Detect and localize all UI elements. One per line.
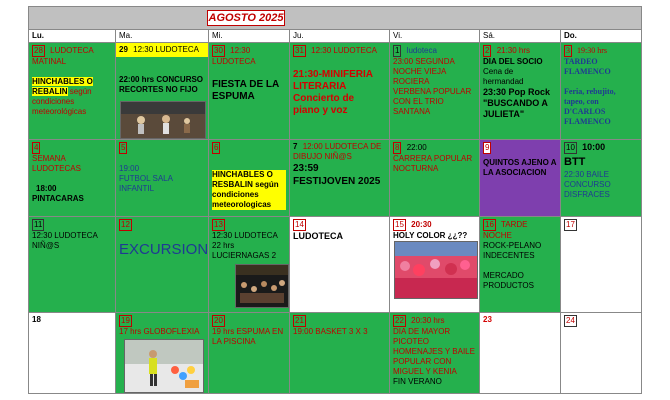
event-text: 12:00 LUDOTECA DE (302, 142, 382, 151)
event-text: DIA DEL SOCIO (483, 57, 543, 66)
event-text: HINCHABLES O (212, 170, 273, 179)
event-text: LUDOTECA (50, 46, 94, 55)
event-text: FLAMENCO (564, 67, 611, 76)
event-text: INFANTIL (119, 184, 155, 193)
day-cell-22[interactable] (389, 312, 479, 393)
event-text: VERBENA POPULAR (393, 87, 472, 96)
event-text: "BUSCANDO A (483, 98, 548, 108)
event-text: ROCK-PELANO (483, 241, 542, 250)
day-number: 2 (485, 46, 490, 55)
event-text: condiciones (32, 97, 75, 106)
day-cell-19[interactable] (115, 312, 208, 393)
day-cell-6[interactable] (208, 139, 289, 216)
event-text: 12:30 LUDOTECA (311, 46, 377, 55)
event-text: MERCADO (483, 271, 524, 280)
day-cell-12[interactable] (115, 216, 208, 312)
day-number: 30 (214, 46, 223, 55)
event-text: NIÑ@S (32, 241, 60, 250)
concurso-photo (120, 101, 206, 139)
event-text: LUDOTECA (293, 231, 343, 241)
event-text: FIESTA DE LA (212, 79, 280, 90)
day-number: 9 (485, 143, 490, 152)
event-text: ludoteca (406, 46, 437, 55)
day-cell-16[interactable] (479, 216, 560, 312)
event-text: DIA DE MAYOR (393, 327, 451, 336)
day-number: 29 (119, 45, 128, 54)
event-text: BTT (564, 156, 586, 168)
luciernagas-photo (235, 264, 289, 308)
day-number: 28 (34, 46, 43, 55)
event-text: NOCTURNA (393, 164, 439, 173)
day-number: 5 (121, 143, 126, 152)
day-cell-30[interactable] (208, 42, 289, 139)
day-number: 1 (395, 46, 400, 55)
day-cell-20[interactable] (208, 312, 289, 393)
event-text: FESTIJOVEN 2025 (293, 176, 381, 187)
event-text: REBALIN (32, 87, 68, 96)
event-text: hermandad (483, 77, 524, 86)
event-text: 18:00 (36, 184, 57, 193)
event-text: MIGUEL Y KENIA (393, 367, 457, 376)
day-number: 3 (566, 46, 570, 55)
header-thursday: Ju. (289, 30, 389, 42)
header-friday: Vi. (389, 30, 479, 42)
day-number: 13 (214, 220, 223, 229)
day-cell-4[interactable] (29, 139, 115, 216)
event-text: TARDE NOCHE (483, 220, 528, 240)
event-text: FIN VERANO (393, 377, 442, 386)
day-cell-10[interactable] (560, 139, 641, 216)
day-number: 16 (485, 220, 494, 229)
header-sunday: Do. (560, 30, 641, 42)
event-text: PINTACARAS (32, 194, 84, 203)
event-text: TARDEO (564, 57, 598, 66)
event-text: SANTANA (393, 107, 431, 116)
event-text: HOLY COLOR ¿¿?? (393, 231, 468, 240)
event-text: 23:59 (293, 163, 319, 174)
day-number: 14 (295, 220, 304, 229)
event-text: condiciones (212, 190, 259, 199)
event-text: LUDOTECA (212, 57, 256, 66)
day-cell-9[interactable] (479, 139, 560, 216)
day-cell-28[interactable] (29, 42, 115, 139)
event-text: piano y voz (293, 105, 348, 116)
day-number: 15 (395, 220, 404, 229)
event-text: tapeo, con (564, 97, 599, 106)
event-text: EXCURSION (119, 241, 208, 258)
day-number: 8 (395, 143, 400, 152)
event-text: QUINTOS AJENO A (483, 158, 557, 167)
day-cell-15[interactable] (389, 216, 479, 312)
event-text: Feria, rebujito, (564, 87, 616, 96)
day-cell-5[interactable] (115, 139, 208, 216)
event-text: meteorológicas (32, 107, 87, 116)
day-cell-8[interactable] (389, 139, 479, 216)
event-text: FUTBOL SALA (119, 174, 173, 183)
day-number: 7 (293, 142, 298, 151)
event-text: CONCURSO (564, 180, 611, 189)
event-text: 12:30 LUDOTECA (212, 231, 278, 240)
day-cell-24[interactable] (560, 312, 641, 393)
header-monday: Lu. (32, 31, 44, 40)
day-number: 31 (295, 46, 304, 55)
event-text: 20:30 hrs (411, 316, 445, 325)
holy-color-photo (394, 241, 478, 299)
day-number: 11 (34, 220, 43, 229)
event-text: 21:30 hrs (496, 46, 531, 55)
day-number: 6 (214, 143, 219, 152)
event-text: 23:30 Pop Rock (483, 87, 551, 97)
day-cell-7[interactable] (289, 139, 389, 216)
day-cell-29[interactable] (115, 42, 208, 139)
event-text: 19:00 BASKET 3 X 3 (293, 327, 368, 336)
calendar-title: AGOSTO 2025 (208, 12, 284, 24)
day-cell-17[interactable] (560, 216, 641, 312)
event-text: 19:30 hrs (577, 46, 607, 55)
event-text: DIBUJO NIÑ@S (293, 152, 352, 161)
event-text: 22:00 (406, 143, 427, 152)
event-text: 12:30 LUDOTECA (133, 45, 199, 54)
event-text: INDECENTES (483, 251, 535, 260)
event-text: GLOBOFLEXIA (143, 327, 200, 336)
event-text: ROCIERA (393, 77, 430, 86)
event-text: CARRERA POPULAR (393, 154, 473, 163)
day-number: 20 (214, 316, 223, 325)
event-text: LUDOTECAS (32, 164, 81, 173)
event-text: PICOTEO (393, 337, 430, 346)
day-cell-23[interactable] (479, 312, 560, 393)
day-number: 21 (295, 316, 304, 325)
event-text: FLAMENCO (564, 117, 611, 126)
day-cell-18[interactable] (29, 312, 115, 393)
day-cell-21[interactable] (289, 312, 389, 393)
event-text: 20:30 (411, 220, 432, 229)
event-text: ESPUMA (212, 91, 255, 102)
event-text: 12:30 LUDOTECA (32, 231, 98, 240)
event-text: MATINAL (32, 57, 67, 66)
day-cell-11[interactable] (29, 216, 115, 312)
header-saturday: Sá. (479, 30, 560, 42)
event-text: LA PISCINA (212, 337, 256, 346)
event-text: LUCIERNAGAS 2 (212, 251, 277, 260)
globoflexia-photo (124, 339, 204, 393)
header-tuesday: Ma. (115, 30, 208, 42)
day-cell-3[interactable] (560, 42, 641, 139)
event-text: 21:30-MINIFERIA (293, 69, 374, 80)
event-text: 22 hrs (212, 241, 235, 250)
event-text: 23:00 SEGUNDA (393, 57, 455, 66)
day-number: 17 (566, 220, 575, 229)
day-number: 22 (395, 316, 404, 325)
header-wednesday: Mi. (208, 30, 289, 42)
event-text: PRODUCTOS (483, 281, 534, 290)
day-number: 23 (483, 315, 492, 324)
event-text: 22:30 BAILE (564, 170, 609, 179)
event-text: LITERARIA (293, 81, 347, 92)
day-cell-13[interactable] (208, 216, 289, 312)
event-text: DISFRACES (564, 190, 610, 199)
day-number: 12 (121, 220, 130, 229)
day-number: 24 (566, 316, 575, 325)
event-text: JULIETA" (483, 109, 525, 119)
day-number: 18 (32, 315, 41, 324)
event-text: HINCHABLES O (32, 77, 93, 86)
event-text: 19:00 (119, 164, 140, 173)
event-text: RECORTES NO FIJO (119, 85, 198, 94)
day-cell-31[interactable] (289, 42, 389, 139)
day-cell-14[interactable] (289, 216, 389, 312)
event-text: RESBALIN según (212, 180, 279, 189)
day-number: 10 (566, 143, 575, 152)
event-text: SEMANA (32, 154, 66, 163)
day-cell-1[interactable] (389, 42, 479, 139)
event-text: Cena de (483, 67, 514, 76)
event-text: HOMENAJES Y BAILE (393, 347, 475, 356)
event-text: LA ASOCIACION (483, 168, 547, 177)
event-text: según (69, 87, 92, 96)
event-text: 17 hrs (119, 327, 142, 336)
day-cell-2[interactable] (479, 42, 560, 139)
event-text: CON EL TRIO (393, 97, 444, 106)
title-bar (29, 7, 641, 30)
event-text: Concierto de (293, 93, 355, 104)
event-text: NOCHE VIEJA (393, 67, 447, 76)
calendar (28, 6, 642, 394)
event-text: D'CARLOS (564, 107, 606, 116)
event-text: 10:00 (582, 142, 606, 152)
event-text: POPULAR CON (393, 357, 452, 366)
event-text: 19 hrs ESPUMA EN (212, 327, 284, 336)
event-text: meteorologicas (212, 200, 272, 209)
event-text: 12:30 (230, 46, 251, 55)
day-number: 19 (121, 316, 130, 325)
day-number: 4 (34, 143, 39, 152)
event-text: 22:00 hrs CONCURSO (119, 75, 204, 84)
